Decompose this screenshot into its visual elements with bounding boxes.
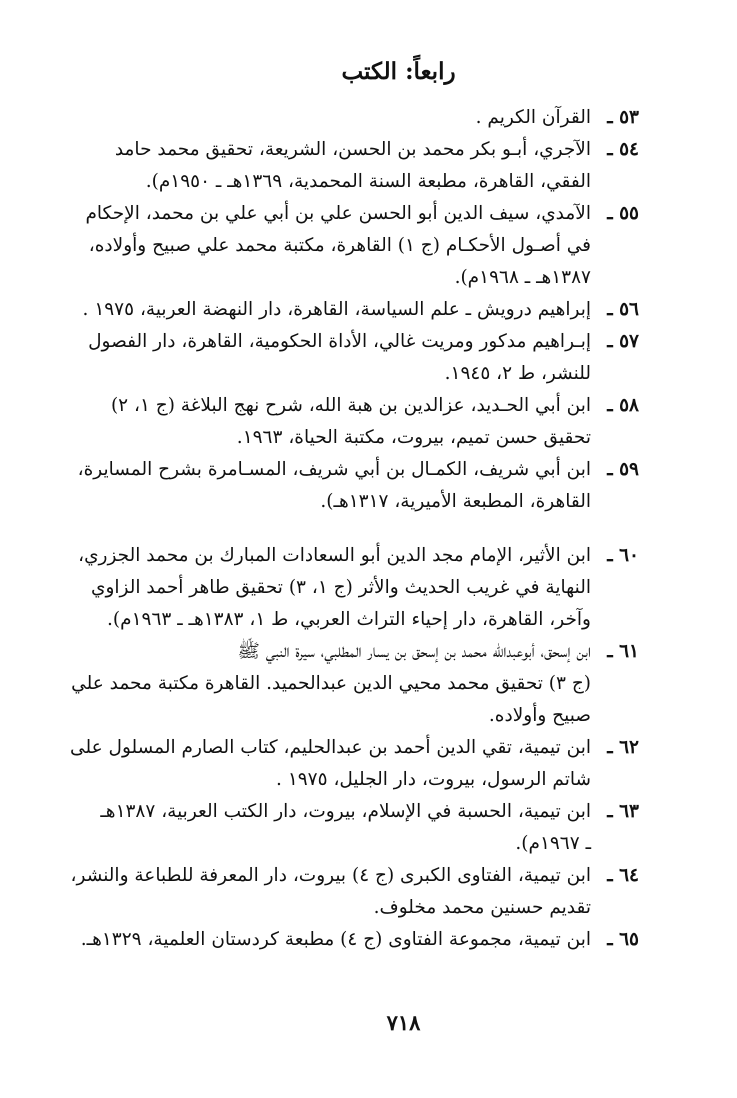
- entry-line: النهاية في غريب الحديث والأثر (ج ١، ٣) تحقيق طاهر أحمد الزاوي: [91, 577, 591, 598]
- entry-number: ٦٣ ـ: [607, 801, 639, 822]
- entry-line: القرآن الكريم .: [475, 107, 591, 128]
- bibliography-entry: [27, 924, 639, 956]
- entry-number: ٦٥ ـ: [607, 929, 639, 950]
- entry-line: (ج ٣) تحقيق محمد محيي الدين عبدالحميد. القاهرة مكتبة محمد علي: [71, 673, 591, 694]
- entry-text: [27, 294, 591, 326]
- bibliography-entry: [27, 390, 639, 454]
- entry-line: تقديم حسنين محمد مخلوف.: [373, 897, 591, 918]
- entry-number: ٦١ ـ: [607, 641, 639, 662]
- entry-number: ٥٣ ـ: [607, 107, 639, 128]
- entry-number: ٦٠ ـ: [607, 545, 639, 566]
- section-gap: [27, 518, 639, 540]
- bibliography-entry: [27, 796, 639, 860]
- bibliography-entry: [27, 454, 639, 518]
- entry-line: ابن تيمية، مجموعة الفتاوى (ج ٤) مطبعة كردستان العلمية، ١٣٢٩هـ.: [80, 929, 591, 950]
- entry-text: [27, 796, 591, 860]
- entry-text: [27, 860, 591, 924]
- bibliography-entry: [27, 540, 639, 636]
- entry-number: ٥٦ ـ: [607, 299, 639, 320]
- bibliography-entry: [27, 636, 639, 732]
- entry-text: [27, 102, 591, 134]
- entry-number: ٥٧ ـ: [607, 331, 639, 352]
- entry-line: وآخر، القاهرة، دار إحياء التراث العربي، ط ١، ١٣٨٣هـ ـ ١٩٦٣م).: [107, 609, 591, 630]
- page-number: ٧١٨: [386, 1010, 421, 1035]
- entry-line: ابن أبي الحـديد، عزالدين بن هبة الله، شرح نهج البلاغة (ج ١، ٢): [110, 395, 591, 416]
- entry-number: ٥٤ ـ: [607, 139, 639, 160]
- entry-line: ابن أبي شريف، الكمـال بن أبي شريف، المسـامرة بشرح المسايرة،: [77, 459, 591, 480]
- entry-text: [27, 134, 591, 198]
- bibliography-entry: [27, 732, 639, 796]
- entry-line: ابن إسحق، أبوعبدالله محمد بن إسحق بن يسار المطلبي، سيرة النبي ﷺ: [237, 641, 591, 662]
- entry-number: ٦٢ ـ: [607, 737, 639, 758]
- entry-line: للنشر، ط ٢، ١٩٤٥.: [444, 363, 591, 384]
- bibliography-entry: [27, 198, 639, 294]
- entry-text: [27, 540, 591, 636]
- entry-text: [27, 924, 591, 956]
- entry-text: [27, 326, 591, 390]
- entry-text: [27, 732, 591, 796]
- entry-line: إبـراهيم مدكور ومريت غالي، الأداة الحكومية، القاهرة، دار الفصول: [88, 331, 591, 352]
- bibliography-entry: [27, 102, 639, 134]
- entry-line: ابن تيمية، الحسبة في الإسلام، بيروت، دار الكتب العربية، ١٣٨٧هـ: [100, 801, 591, 822]
- entry-text: [27, 390, 591, 454]
- entry-text: [27, 198, 591, 294]
- entry-line: ابن الأثير، الإمام مجد الدين أبو السعادات المبارك بن محمد الجزري،: [78, 545, 591, 566]
- bibliography-entry: [27, 860, 639, 924]
- entry-line: شاتم الرسول، بيروت، دار الجليل، ١٩٧٥ .: [276, 769, 591, 790]
- section-heading: رابعاً: الكتب: [341, 58, 456, 85]
- entry-line: تحقيق حسن تميم، بيروت، مكتبة الحياة، ١٩٦٣.: [236, 427, 591, 448]
- entry-line: الآمدي، سيف الدين أبو الحسن علي بن أبي علي بن محمد، الإحكام: [85, 203, 591, 224]
- entry-line: الفقي، القاهرة، مطبعة السنة المحمدية، ١٣٦٩هـ ـ ١٩٥٠م).: [145, 171, 591, 192]
- bibliography-entry: [27, 134, 639, 198]
- entry-line: القاهرة، المطبعة الأميرية، ١٣١٧هـ).: [320, 491, 591, 512]
- entry-line: ابن تيمية، تقي الدين أحمد بن عبدالحليم، كتاب الصارم المسلول على: [70, 737, 591, 758]
- entry-line: صبيح وأولاده.: [488, 705, 591, 726]
- bibliography-list: [27, 102, 639, 956]
- entry-line: الآجري، أبـو بكر محمد بن الحسن، الشريعة، تحقيق محمد حامد: [114, 139, 591, 160]
- entry-line: ١٣٨٧هـ ـ ١٩٦٨م).: [454, 267, 591, 288]
- entry-number: ٦٤ ـ: [607, 865, 639, 886]
- entry-line: ابن تيمية، الفتاوى الكبرى (ج ٤) بيروت، دار المعرفة للطباعة والنشر،: [70, 865, 591, 886]
- entry-line: في أصـول الأحكـام (ج ١) القاهرة، مكتبة محمد علي صبيح وأولاده،: [88, 235, 591, 256]
- entry-line: إبراهيم درويش ـ علم السياسة، القاهرة، دار النهضة العربية، ١٩٧٥ .: [82, 299, 591, 320]
- entry-text: [27, 636, 591, 732]
- bibliography-entry: [27, 326, 639, 390]
- entry-text: [27, 454, 591, 518]
- entry-line: ـ ١٩٦٧م).: [515, 833, 591, 854]
- entry-number: ٥٩ ـ: [607, 459, 639, 480]
- bibliography-entry: [27, 294, 639, 326]
- entry-number: ٥٥ ـ: [607, 203, 639, 224]
- entry-number: ٥٨ ـ: [607, 395, 639, 416]
